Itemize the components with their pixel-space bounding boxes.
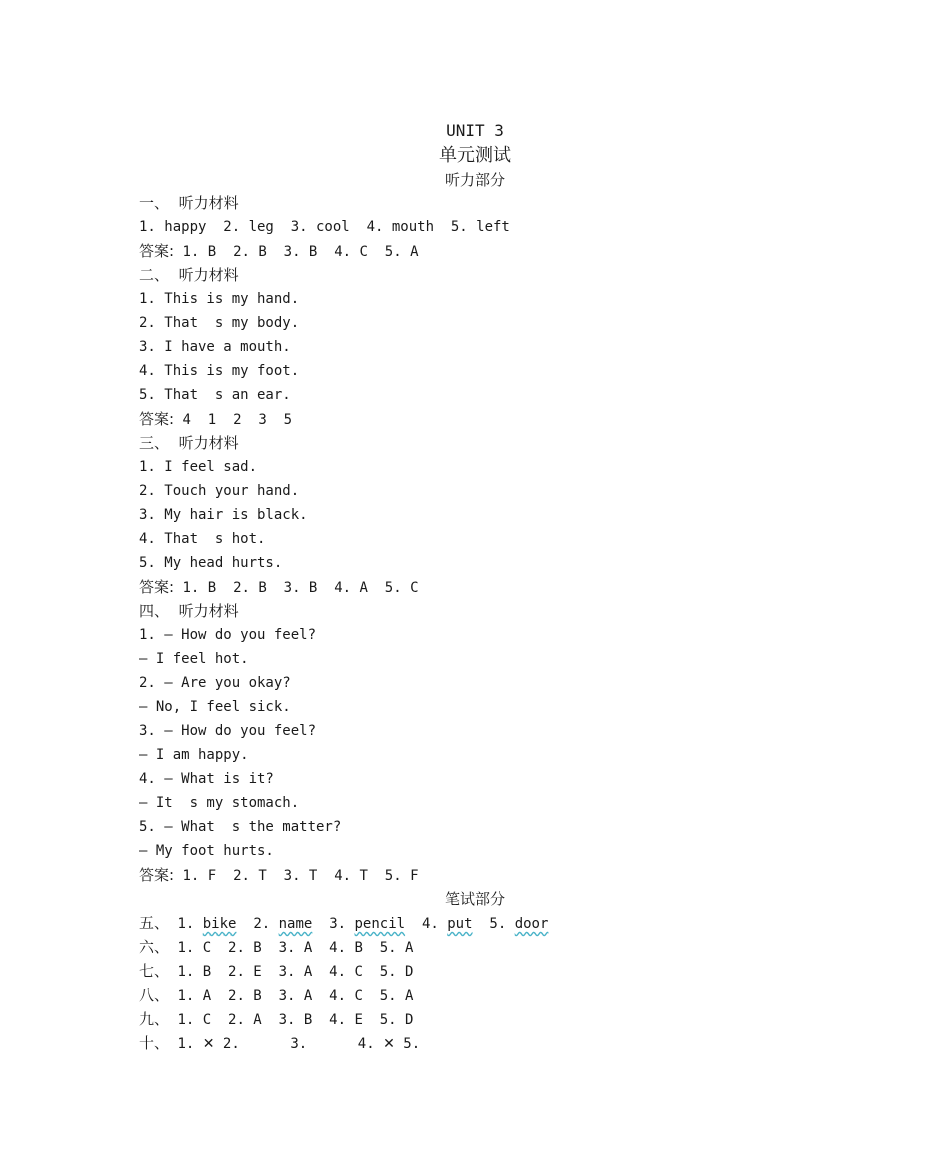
spelling-word: pencil — [354, 916, 406, 932]
section-3-line: 3. My hair is black. — [139, 507, 308, 523]
item-number: 5. — [489, 916, 507, 932]
item-number: 3. — [290, 1036, 308, 1052]
written-part-heading: 笔试部分 — [444, 890, 505, 908]
section-2-line: 1. This is my hand. — [139, 291, 300, 307]
section-4-heading — [139, 601, 899, 625]
section-3-line: 5. My head hurts. — [139, 555, 283, 571]
item-number: 1. — [177, 1036, 195, 1052]
spelling-word: bike — [202, 916, 237, 932]
answer-values: 1. F 2. T 3. T 4. T 5. F — [174, 868, 419, 884]
section-2-line: 2. That s my body. — [139, 315, 300, 331]
section-title: 听力材料 — [178, 434, 239, 452]
answer-lines — [139, 193, 899, 1057]
item-number: 1. — [177, 916, 195, 932]
section-6-answers — [139, 937, 899, 961]
section-2-answer — [139, 409, 899, 433]
section-number: 四、 — [139, 602, 170, 620]
section-3-answer — [139, 577, 899, 601]
section-number: 八、 — [139, 986, 170, 1004]
item-number: 2. — [222, 1036, 240, 1052]
item-number: 4. — [421, 916, 439, 932]
section-number: 十、 — [139, 1034, 170, 1052]
spelling-word: put — [447, 916, 473, 932]
section-number: 六、 — [139, 938, 170, 956]
section-number: 五、 — [139, 914, 170, 932]
dialogue-line: — I am happy. — [139, 747, 249, 763]
answer-label: 答案: — [139, 578, 175, 596]
answer-label: 答案: — [139, 866, 175, 884]
section-3-line: 1. I feel sad. — [139, 459, 258, 475]
unit-title: UNIT 3 — [446, 121, 504, 140]
section-number: 三、 — [139, 434, 170, 452]
dialogue-line: 1. — How do you feel? — [139, 627, 317, 643]
cross-mark-icon: ✕ — [202, 1036, 215, 1052]
answer-values: 1. C 2. A 3. B 4. E 5. D — [177, 1012, 414, 1028]
section-2-line: 3. I have a mouth. — [139, 339, 291, 355]
item-number: 2. — [253, 916, 271, 932]
item-number: 5. — [403, 1036, 421, 1052]
dialogue-line: — My foot hurts. — [139, 843, 274, 859]
answer-values: 4 1 2 3 5 — [174, 412, 293, 428]
section-2-heading — [139, 265, 899, 289]
item-number: 3. — [329, 916, 347, 932]
dialogue-line: 3. — How do you feel? — [139, 723, 317, 739]
dialogue-line: — No, I feel sick. — [139, 699, 291, 715]
answer-values: 1. B 2. E 3. A 4. C 5. D — [177, 964, 414, 980]
section-number: 七、 — [139, 962, 170, 980]
section-10-answers — [139, 1033, 899, 1057]
section-number: 九、 — [139, 1010, 170, 1028]
section-2-line: 4. This is my foot. — [139, 363, 300, 379]
cross-mark-icon: ✕ — [383, 1036, 395, 1052]
section-5-answers — [139, 913, 899, 937]
answer-values: 1. A 2. B 3. A 4. C 5. A — [177, 988, 414, 1004]
answer-values: 1. B 2. B 3. B 4. C 5. A — [174, 244, 419, 260]
dialogue-line: 2. — Are you okay? — [139, 675, 291, 691]
section-title: 听力材料 — [178, 194, 239, 212]
section-title: 听力材料 — [178, 602, 239, 620]
test-title: 单元测试 — [439, 145, 511, 166]
spelling-word: name — [278, 916, 313, 932]
section-3-line: 4. That s hot. — [139, 531, 266, 547]
section-number: 一、 — [139, 194, 170, 212]
dialogue-line: — I feel hot. — [139, 651, 249, 667]
answer-label: 答案: — [139, 242, 175, 260]
section-4-answer — [139, 865, 899, 889]
spelling-word: door — [514, 916, 549, 932]
section-1-material: 1. happy 2. leg 3. cool 4. mouth 5. left — [139, 219, 510, 235]
section-7-answers — [139, 961, 899, 985]
item-number: 4. — [357, 1036, 375, 1052]
section-2-line: 5. That s an ear. — [139, 387, 291, 403]
section-8-answers — [139, 985, 899, 1009]
answer-label: 答案: — [139, 410, 175, 428]
section-1-heading — [139, 193, 899, 217]
section-number: 二、 — [139, 266, 170, 284]
listening-part-heading: 听力部分 — [444, 171, 505, 189]
dialogue-line: 4. — What is it? — [139, 771, 274, 787]
section-3-heading — [139, 433, 899, 457]
dialogue-line: 5. — What s the matter? — [139, 819, 342, 835]
answer-values: 1. B 2. B 3. B 4. A 5. C — [174, 580, 419, 596]
dialogue-line: — It s my stomach. — [139, 795, 300, 811]
section-3-line: 2. Touch your hand. — [139, 483, 300, 499]
section-1-answer — [139, 241, 899, 265]
section-9-answers — [139, 1009, 899, 1033]
section-title: 听力材料 — [178, 266, 239, 284]
answer-values: 1. C 2. B 3. A 4. B 5. A — [177, 940, 414, 956]
